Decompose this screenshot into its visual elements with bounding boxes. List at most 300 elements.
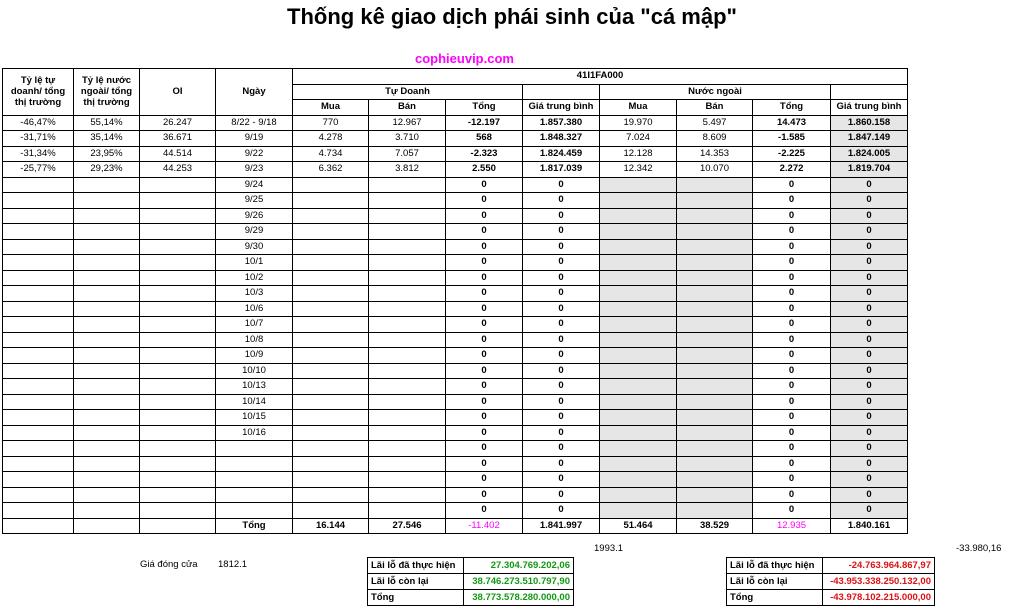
cell-td-avg: 0 <box>523 270 600 286</box>
cell-td-avg: 1.857.380 <box>523 115 600 131</box>
cell-td-avg: 0 <box>523 332 600 348</box>
cell-td-mua <box>293 301 369 317</box>
pl-row <box>368 574 574 590</box>
cell-td-avg: 0 <box>523 379 600 395</box>
cell-td-ban <box>369 208 446 224</box>
cell-td-mua <box>293 487 369 503</box>
cell-nn-avg: 0 <box>831 301 908 317</box>
cell-nn-tong: 0 <box>753 208 831 224</box>
cell-date: 9/19 <box>216 131 293 147</box>
cell-td-tong: 0 <box>446 425 523 441</box>
cell-nn-avg: 0 <box>831 487 908 503</box>
cell-ratio-td <box>3 456 74 472</box>
cell-nn-avg: 0 <box>831 177 908 193</box>
cell-nn-mua <box>600 332 677 348</box>
table-row <box>3 487 908 503</box>
cell-nn-tong: 0 <box>753 286 831 302</box>
cell-ratio-td: -25,77% <box>3 162 74 178</box>
table-row <box>3 472 908 488</box>
cell-nn-ban <box>677 425 753 441</box>
cell-date: 10/16 <box>216 425 293 441</box>
total-nn-ban: 38.529 <box>677 518 753 534</box>
table-row <box>3 363 908 379</box>
cell-nn-avg: 0 <box>831 224 908 240</box>
cell-td-tong: 0 <box>446 208 523 224</box>
cell-td-avg: 0 <box>523 239 600 255</box>
cell-nn-tong: 0 <box>753 193 831 209</box>
cell-td-tong: 0 <box>446 317 523 333</box>
table-row <box>3 162 908 178</box>
cell-td-mua <box>293 363 369 379</box>
cell-ratio-td <box>3 224 74 240</box>
cell-nn-avg: 0 <box>831 317 908 333</box>
cell-ratio-nn <box>74 441 140 457</box>
cell-td-ban <box>369 177 446 193</box>
cell-nn-avg: 0 <box>831 394 908 410</box>
cell-ratio-nn: 23,95% <box>74 146 140 162</box>
header-blank <box>523 84 600 100</box>
cell-td-avg: 0 <box>523 193 600 209</box>
pl-row <box>368 590 574 606</box>
cell-oi: 44.514 <box>140 146 216 162</box>
cell-nn-ban <box>677 193 753 209</box>
cell-td-tong: 0 <box>446 255 523 271</box>
table-row <box>3 410 908 426</box>
cell-td-tong: 0 <box>446 394 523 410</box>
cell-date: 9/24 <box>216 177 293 193</box>
cell-nn-tong: 0 <box>753 379 831 395</box>
cell-ratio-nn <box>74 286 140 302</box>
cell-td-mua <box>293 177 369 193</box>
cell-date: 9/23 <box>216 162 293 178</box>
table-row <box>3 146 908 162</box>
cell-oi <box>140 208 216 224</box>
cell-td-tong: 0 <box>446 270 523 286</box>
cell-td-avg: 0 <box>523 301 600 317</box>
cell-nn-ban: 14.353 <box>677 146 753 162</box>
cell-date: 10/15 <box>216 410 293 426</box>
cell-td-tong: 0 <box>446 456 523 472</box>
cell-ratio-td <box>3 332 74 348</box>
cell-oi <box>140 332 216 348</box>
pl-label: Lãi lỗ đã thực hiện <box>368 558 464 574</box>
header-nuoc-ngoai: Nước ngoài <box>600 84 831 100</box>
cell-date: 10/6 <box>216 301 293 317</box>
cell-date: 10/1 <box>216 255 293 271</box>
cell-nn-tong: 2.272 <box>753 162 831 178</box>
cell-ratio-nn <box>74 208 140 224</box>
cell-nn-tong: 0 <box>753 177 831 193</box>
cell-td-mua <box>293 255 369 271</box>
header-nn-tong: Tổng <box>753 100 831 116</box>
cell-nn-mua <box>600 441 677 457</box>
pl-row <box>727 590 935 606</box>
cell-nn-mua <box>600 425 677 441</box>
cell-ratio-td <box>3 363 74 379</box>
table-row <box>3 425 908 441</box>
cell-ratio-nn <box>74 487 140 503</box>
cell-td-ban <box>369 441 446 457</box>
cell-td-avg: 0 <box>523 472 600 488</box>
cell-td-tong: 0 <box>446 193 523 209</box>
cell-ratio-td: -46,47% <box>3 115 74 131</box>
cell-nn-avg: 1.847.149 <box>831 131 908 147</box>
cell-td-mua: 4.734 <box>293 146 369 162</box>
cell-ratio-td: -31,34% <box>3 146 74 162</box>
cell-date <box>216 472 293 488</box>
cell-td-mua <box>293 239 369 255</box>
table-row <box>3 503 908 519</box>
cell-nn-mua: 19.970 <box>600 115 677 131</box>
table-row <box>3 348 908 364</box>
cell-ratio-td <box>3 410 74 426</box>
cell-date: 10/10 <box>216 363 293 379</box>
cell-td-mua <box>293 456 369 472</box>
table-row <box>3 208 908 224</box>
cell-ratio-nn <box>74 239 140 255</box>
cell-td-tong: 2.550 <box>446 162 523 178</box>
cell-nn-mua <box>600 208 677 224</box>
cell-td-ban <box>369 317 446 333</box>
cell-td-avg: 1.848.327 <box>523 131 600 147</box>
cell-ratio-nn <box>74 456 140 472</box>
cell-date: 9/22 <box>216 146 293 162</box>
cell-td-avg: 0 <box>523 177 600 193</box>
cell-nn-mua <box>600 301 677 317</box>
cell-date: 10/2 <box>216 270 293 286</box>
table-row <box>3 193 908 209</box>
cell-td-ban <box>369 394 446 410</box>
cell-date: 9/29 <box>216 224 293 240</box>
cell-td-avg: 0 <box>523 363 600 379</box>
cell-td-ban <box>369 301 446 317</box>
cell-nn-avg: 0 <box>831 472 908 488</box>
table-row <box>3 255 908 271</box>
cell-td-mua <box>293 425 369 441</box>
cell-nn-mua <box>600 317 677 333</box>
table-row <box>3 270 908 286</box>
total-td-avg: 1.841.997 <box>523 518 600 534</box>
cell-ratio-nn <box>74 472 140 488</box>
total-nn-tong: 12.935 <box>753 518 831 534</box>
table-row <box>3 224 908 240</box>
cell-nn-tong: 0 <box>753 224 831 240</box>
cell-nn-tong: 0 <box>753 270 831 286</box>
table-row <box>3 456 908 472</box>
cell-td-avg: 0 <box>523 286 600 302</box>
cell-ratio-td <box>3 177 74 193</box>
cell-date: 10/14 <box>216 394 293 410</box>
cell-nn-ban <box>677 317 753 333</box>
cell-nn-tong: -2.225 <box>753 146 831 162</box>
cell-ratio-nn <box>74 270 140 286</box>
cell-nn-avg: 0 <box>831 286 908 302</box>
cell-nn-tong: -1.585 <box>753 131 831 147</box>
header-nn-ban: Bán <box>677 100 753 116</box>
cell-nn-ban <box>677 363 753 379</box>
cell-nn-avg: 0 <box>831 239 908 255</box>
cell-td-ban <box>369 456 446 472</box>
cell-ratio-nn: 29,23% <box>74 162 140 178</box>
cell-td-mua <box>293 286 369 302</box>
header-ratio-nn: Tỷ lệ nước ngoài/ tổng thị trường <box>74 69 140 116</box>
cell-nn-mua <box>600 472 677 488</box>
cell-td-avg: 1.817.039 <box>523 162 600 178</box>
cell-date <box>216 456 293 472</box>
table-row <box>3 379 908 395</box>
cell-nn-tong: 0 <box>753 425 831 441</box>
pl-value: 38.746.273.510.797,90 <box>464 574 574 590</box>
cell-nn-ban <box>677 301 753 317</box>
cell-ratio-nn <box>74 224 140 240</box>
cell-date: 8/22 - 9/18 <box>216 115 293 131</box>
cell-td-mua <box>293 379 369 395</box>
cell-td-ban <box>369 472 446 488</box>
pl-value: -43.953.338.250.132,00 <box>823 574 935 590</box>
cell-nn-ban <box>677 177 753 193</box>
close-price-label: Giá đóng cửa <box>140 559 198 570</box>
cell-td-tong: 0 <box>446 503 523 519</box>
header-nn-avg: Giá trung bình <box>831 100 908 116</box>
cell-nn-tong: 0 <box>753 317 831 333</box>
cell-td-ban: 12.967 <box>369 115 446 131</box>
cell-oi <box>140 193 216 209</box>
cell-date <box>216 503 293 519</box>
cell-td-avg: 0 <box>523 410 600 426</box>
cell-oi <box>140 224 216 240</box>
cell-nn-tong: 0 <box>753 255 831 271</box>
cell-nn-ban <box>677 379 753 395</box>
cell-td-avg: 0 <box>523 456 600 472</box>
cell-td-ban <box>369 193 446 209</box>
cell-ratio-td <box>3 270 74 286</box>
cell-nn-ban <box>677 456 753 472</box>
cell-ratio-nn <box>74 332 140 348</box>
cell-nn-avg: 0 <box>831 332 908 348</box>
cell-nn-tong: 0 <box>753 410 831 426</box>
cell-td-avg: 0 <box>523 487 600 503</box>
cell-td-ban: 7.057 <box>369 146 446 162</box>
cell-td-ban <box>369 379 446 395</box>
cell-ratio-nn <box>74 503 140 519</box>
cell-nn-avg: 0 <box>831 255 908 271</box>
cell-nn-tong: 0 <box>753 239 831 255</box>
cell-ratio-nn <box>74 193 140 209</box>
cell-nn-ban <box>677 394 753 410</box>
cell-ratio-td <box>3 348 74 364</box>
cell-ratio-nn <box>74 425 140 441</box>
cell-oi <box>140 363 216 379</box>
cell-nn-tong: 0 <box>753 487 831 503</box>
cell-ratio-td <box>3 286 74 302</box>
cell-td-mua <box>293 332 369 348</box>
cell-oi <box>140 441 216 457</box>
cell-td-avg: 1.824.459 <box>523 146 600 162</box>
pl-value: 27.304.769.202,06 <box>464 558 574 574</box>
cell-date: 9/30 <box>216 239 293 255</box>
cell-td-mua: 770 <box>293 115 369 131</box>
table-row <box>3 317 908 333</box>
pl-value: -24.763.964.867,97 <box>823 558 935 574</box>
cell-nn-mua <box>600 270 677 286</box>
cell-ratio-td <box>3 394 74 410</box>
pl-value: 38.773.578.280.000,00 <box>464 590 574 606</box>
page-title: Thống kê giao dịch phái sinh của "cá mập" <box>287 4 737 29</box>
cell-date: 9/26 <box>216 208 293 224</box>
cell-nn-mua <box>600 224 677 240</box>
cell-nn-ban: 10.070 <box>677 162 753 178</box>
cell-date: 10/8 <box>216 332 293 348</box>
cell-td-mua <box>293 394 369 410</box>
cell-nn-avg: 0 <box>831 379 908 395</box>
cell-td-ban <box>369 239 446 255</box>
cell-td-tong: 0 <box>446 224 523 240</box>
cell-nn-avg: 1.860.158 <box>831 115 908 131</box>
cell-oi <box>140 348 216 364</box>
cell-td-ban <box>369 224 446 240</box>
cell-td-mua <box>293 193 369 209</box>
cell-nn-tong: 0 <box>753 503 831 519</box>
close-price-value: 1812.1 <box>218 559 248 570</box>
cell-nn-tong: 0 <box>753 348 831 364</box>
cell-ratio-nn: 55,14% <box>74 115 140 131</box>
cell-nn-avg: 0 <box>831 425 908 441</box>
cell-td-tong: 0 <box>446 379 523 395</box>
cell-nn-ban <box>677 239 753 255</box>
cell-nn-tong: 0 <box>753 472 831 488</box>
header-td-mua: Mua <box>293 100 369 116</box>
cell-nn-mua <box>600 394 677 410</box>
pl-row <box>727 558 935 574</box>
pl-label: Tổng <box>368 590 464 606</box>
cell-ratio-td <box>3 425 74 441</box>
cell-nn-tong: 0 <box>753 456 831 472</box>
total-label: Tổng <box>216 518 293 534</box>
cell-nn-avg: 0 <box>831 441 908 457</box>
total-nn-mua: 51.464 <box>600 518 677 534</box>
cell-ratio-nn <box>74 255 140 271</box>
table-row <box>3 441 908 457</box>
cell-oi <box>140 286 216 302</box>
cell-nn-tong: 0 <box>753 301 831 317</box>
cell-td-ban <box>369 487 446 503</box>
cell-td-ban <box>369 255 446 271</box>
cell-nn-ban <box>677 348 753 364</box>
cell-ratio-nn: 35,14% <box>74 131 140 147</box>
cell-nn-avg: 1.819.704 <box>831 162 908 178</box>
cell-date: 10/13 <box>216 379 293 395</box>
cell-nn-ban <box>677 224 753 240</box>
cell-ratio-td <box>3 317 74 333</box>
cell-oi <box>140 456 216 472</box>
cell-nn-avg: 1.824.005 <box>831 146 908 162</box>
cell-nn-ban <box>677 410 753 426</box>
cell-oi <box>140 379 216 395</box>
cell-ratio-td <box>3 487 74 503</box>
cell-oi <box>140 177 216 193</box>
cell-ratio-td <box>3 472 74 488</box>
cell-nn-mua <box>600 286 677 302</box>
cell-td-ban <box>369 270 446 286</box>
table-row <box>3 286 908 302</box>
header-tu-doanh: Tự Doanh <box>293 84 523 100</box>
cell-oi <box>140 487 216 503</box>
cell-nn-avg: 0 <box>831 456 908 472</box>
cell-td-tong: 0 <box>446 363 523 379</box>
cell-nn-mua: 12.128 <box>600 146 677 162</box>
cell-td-avg: 0 <box>523 503 600 519</box>
cell-ratio-td <box>3 441 74 457</box>
header-td-ban: Bán <box>369 100 446 116</box>
cell-td-avg: 0 <box>523 441 600 457</box>
cell-td-avg: 0 <box>523 317 600 333</box>
cell-td-tong: 0 <box>446 332 523 348</box>
cell-nn-tong: 0 <box>753 441 831 457</box>
pl-value: -43.978.102.215.000,00 <box>823 590 935 606</box>
cell-nn-mua <box>600 503 677 519</box>
header-ratio-td: Tỷ lệ tự doanh/ tổng thị trường <box>3 69 74 116</box>
cell-oi: 36.671 <box>140 131 216 147</box>
cell-nn-avg: 0 <box>831 193 908 209</box>
cell-nn-ban <box>677 255 753 271</box>
cell-ratio-nn <box>74 379 140 395</box>
cell-td-mua <box>293 503 369 519</box>
cell-ratio-nn <box>74 177 140 193</box>
cell-nn-ban <box>677 208 753 224</box>
cell-ratio-td: -31,71% <box>3 131 74 147</box>
cell-td-mua: 6.362 <box>293 162 369 178</box>
cell-nn-ban <box>677 487 753 503</box>
cell-ratio-nn <box>74 363 140 379</box>
cell-oi: 44.253 <box>140 162 216 178</box>
header-blank <box>831 84 908 100</box>
table-row <box>3 131 908 147</box>
cell-td-tong: 0 <box>446 472 523 488</box>
cell-date <box>216 487 293 503</box>
cell-nn-ban <box>677 472 753 488</box>
cell-td-mua <box>293 208 369 224</box>
cell-td-tong: 0 <box>446 177 523 193</box>
cell-oi <box>140 472 216 488</box>
cell-nn-ban: 5.497 <box>677 115 753 131</box>
cell-ratio-td <box>3 193 74 209</box>
cell-td-mua <box>293 317 369 333</box>
pl-label: Lãi lỗ đã thực hiện <box>727 558 823 574</box>
cell-td-ban: 3.812 <box>369 162 446 178</box>
pl-row <box>727 574 935 590</box>
cell-td-mua <box>293 270 369 286</box>
cell-td-ban <box>369 363 446 379</box>
cell-td-tong: 568 <box>446 131 523 147</box>
nn-below-value: -33.980,16 <box>956 543 1002 554</box>
cell-td-tong: -2.323 <box>446 146 523 162</box>
cell-oi: 26.247 <box>140 115 216 131</box>
cell-nn-mua <box>600 410 677 426</box>
header-td-avg: Giá trung bình <box>523 100 600 116</box>
pl-label: Lãi lỗ còn lại <box>368 574 464 590</box>
cell-date: 10/9 <box>216 348 293 364</box>
total-td-ban: 27.546 <box>369 518 446 534</box>
cell-oi <box>140 410 216 426</box>
cell-nn-mua <box>600 255 677 271</box>
cell-ratio-td <box>3 239 74 255</box>
total-td-mua: 16.144 <box>293 518 369 534</box>
cell-nn-ban <box>677 286 753 302</box>
table-body <box>3 115 908 518</box>
cell-td-tong: 0 <box>446 301 523 317</box>
cell-oi <box>140 317 216 333</box>
cell-td-avg: 0 <box>523 224 600 240</box>
